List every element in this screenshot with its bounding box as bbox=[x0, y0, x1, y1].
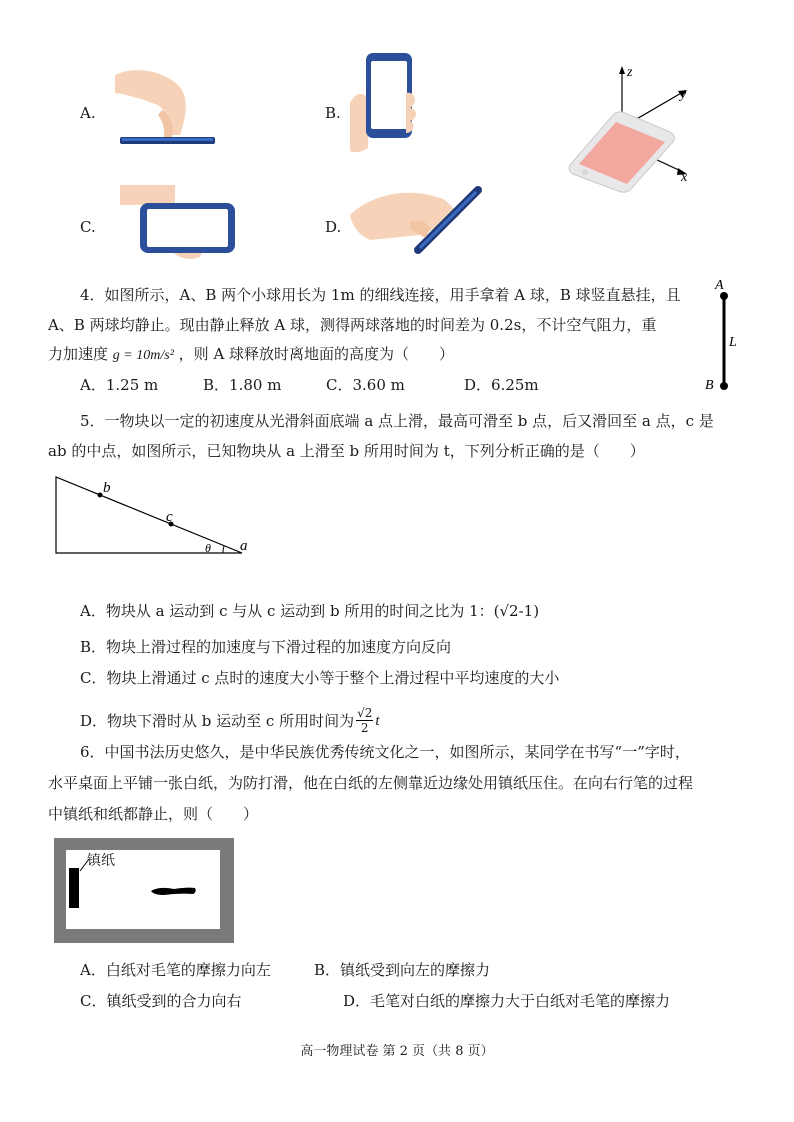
q5-option-a: A．物块从 a 运动到 c 与从 c 运动到 b 所用的时间之比为 1：(√2-1) bbox=[80, 602, 540, 620]
q3-option-d-label: D. bbox=[325, 218, 342, 236]
q5-fig-label-a: a bbox=[240, 538, 248, 554]
q4-fig-label-b: B bbox=[705, 378, 714, 393]
q5-option-c: C．物块上滑通过 c 点时的速度大小等于整个上滑过程中平均速度的大小 bbox=[80, 669, 560, 687]
q6-option-d: D．毛笔对白纸的摩擦力大于白纸对毛笔的摩擦力 bbox=[343, 992, 671, 1010]
hand-pressing-phone-flat-illustration bbox=[110, 65, 220, 150]
q5-fraction-numerator: √2 bbox=[357, 706, 373, 720]
axis-x-label: x bbox=[681, 170, 688, 185]
q5-option-d-fraction bbox=[356, 706, 373, 735]
hand-holding-phone-vertical-illustration bbox=[350, 53, 420, 158]
q6-desk-figure bbox=[54, 838, 234, 943]
hand-holding-phone-tilted-illustration bbox=[350, 180, 485, 260]
q4-fig-label-a: A bbox=[715, 278, 724, 293]
q6-option-b: B．镇纸受到向左的摩擦力 bbox=[314, 961, 491, 979]
q4-option-a: A．1.25 m bbox=[80, 376, 159, 394]
q5-option-b: B．物块上滑过程的加速度与下滑过程的加速度方向反向 bbox=[80, 638, 452, 656]
page-footer: 高一物理试卷 第 2 页（共 8 页） bbox=[300, 1044, 494, 1059]
q4-stem-line-3 bbox=[48, 343, 454, 367]
phone-with-coordinate-axes-illustration bbox=[565, 60, 705, 190]
q5-fraction-denominator: 2 bbox=[360, 721, 369, 735]
q6-paperweight bbox=[69, 868, 79, 908]
q4-option-d: D．6.25m bbox=[464, 376, 539, 394]
q4-option-b: B．1.80 m bbox=[203, 376, 282, 394]
q6-stem-line-2: 水平桌面上平铺一张白纸，为防打滑，他在白纸的左侧靠近边缘处用镇纸压住。在向右行笔的过程 bbox=[48, 774, 694, 792]
q4-stem-prefix: 力加速度 bbox=[48, 345, 109, 363]
q4-stem-suffix: ，则 A 球释放时离地面的高度为（ ） bbox=[178, 345, 455, 363]
q4-stem-line-1: 4．如图所示，A、B 两个小球用长为 1m 的细线连接，用手拿着 A 球，B 球竖直悬挂，且 bbox=[80, 286, 681, 304]
q5-option-d-var: t bbox=[375, 712, 380, 729]
q6-option-c: C．镇纸受到的合力向右 bbox=[80, 992, 242, 1010]
q3-option-b-label: B. bbox=[325, 104, 341, 122]
axis-z-label: z bbox=[627, 65, 633, 80]
q4-fig-label-l: L bbox=[729, 335, 737, 350]
q4-option-c: C．3.60 m bbox=[326, 376, 405, 394]
q5-option-d bbox=[80, 706, 380, 735]
q5-fig-label-c: c bbox=[166, 509, 173, 525]
q3-option-a-label: A. bbox=[80, 104, 96, 122]
hand-holding-phone-horizontal-illustration bbox=[115, 185, 240, 270]
q6-brush-stroke bbox=[149, 883, 199, 899]
q6-label-pointer bbox=[79, 857, 99, 873]
q5-incline-figure bbox=[55, 476, 255, 556]
q3-option-c-label: C. bbox=[80, 218, 96, 236]
q5-fig-label-b: b bbox=[103, 480, 111, 496]
q5-stem-line-2: ab 的中点，如图所示，已知物块从 a 上滑至 b 所用时间为 t，下列分析正确的是（ ） bbox=[48, 442, 645, 460]
q4-stem-line-2: A、B 两球均静止。现由静止释放 A 球，测得两球落地的时间差为 0.2s，不计空气阻力，重 bbox=[48, 316, 657, 334]
q4-gravity-formula: g = 10m/s² bbox=[112, 348, 174, 363]
q5-option-d-text: D．物块下滑时从 b 运动至 c 所用时间为 bbox=[80, 711, 355, 730]
q6-paperweight-label: 镇纸 bbox=[87, 853, 115, 869]
q5-stem-line-1: 5．一物块以一定的初速度从光滑斜面底端 a 点上滑，最高可滑至 b 点，后又滑回至 a 点，c 是 bbox=[80, 412, 714, 430]
q6-option-a: A．白纸对毛笔的摩擦力向左 bbox=[80, 961, 271, 979]
q4-two-balls-figure bbox=[700, 276, 750, 391]
q6-stem-line-3: 中镇纸和纸都静止，则（ ） bbox=[48, 805, 259, 823]
axis-y-label: y bbox=[680, 87, 687, 102]
q6-stem-line-1: 6．中国书法历史悠久，是中华民族优秀传统文化之一，如图所示，某同学在书写“一”字时， bbox=[80, 743, 690, 761]
q5-fig-label-theta: θ bbox=[205, 541, 211, 555]
